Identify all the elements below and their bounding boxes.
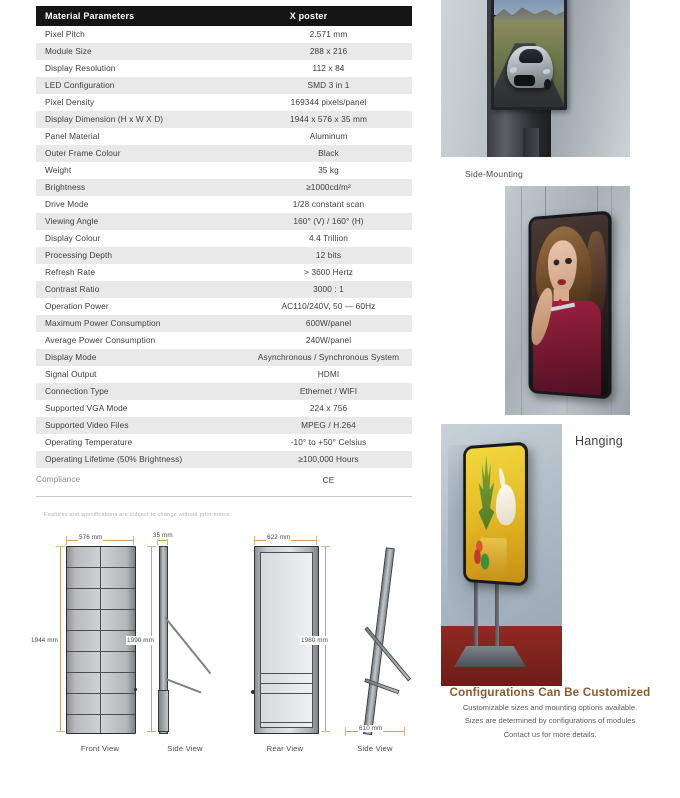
dim-rear-width: 622 mm (267, 534, 291, 541)
table-row (36, 451, 412, 468)
photo-side-mounting (441, 0, 630, 157)
caption-side-view-2: Side View (357, 744, 393, 753)
spec-parameter-value: 2.571 mm (245, 26, 412, 43)
dim-front-width: 576 mm (79, 534, 103, 541)
table-row (36, 281, 412, 298)
panel-grid-line (67, 714, 135, 715)
panel-grid-line (100, 547, 101, 733)
spec-parameter-name: Refresh Rate (36, 264, 245, 281)
dim-ext (66, 536, 67, 545)
panel-grid-line (67, 609, 135, 610)
dim-ext (321, 731, 330, 732)
spec-parameter-value: ≥100,000 Hours (245, 451, 412, 468)
led-poster-panel (529, 211, 612, 400)
car-headlight-right (543, 69, 551, 74)
compliance-row (36, 468, 412, 494)
table-row (36, 128, 412, 145)
spec-parameter-name: Viewing Angle (36, 213, 245, 230)
stand-base-plate (454, 646, 526, 667)
configuration-line-1: Customizable sizes and mounting options available. (462, 702, 638, 712)
photo-hanging (505, 186, 630, 415)
spec-parameter-value: Black (245, 145, 412, 162)
configuration-line-3: Contact us for more details. (503, 729, 597, 739)
spec-parameter-value: AC110/240V, 50 — 60Hz (245, 298, 412, 315)
spec-parameter-value: HDMI (245, 366, 412, 383)
table-row (36, 315, 412, 332)
table-header-value: X poster (245, 6, 412, 26)
spec-parameter-value: 1944 x 576 x 35 mm (245, 111, 412, 128)
spec-parameter-name: Pixel Pitch (36, 26, 245, 43)
caption-front-view: Front View (80, 744, 120, 753)
spec-parameter-name: Pixel Density (36, 94, 245, 111)
spec-parameter-name: Supported VGA Mode (36, 400, 245, 417)
support-strut-cross (165, 678, 201, 693)
table-row (36, 94, 412, 111)
table-header-row (36, 6, 412, 26)
caption-rear-view: Rear View (266, 744, 304, 753)
spec-parameter-name: Display Colour (36, 230, 245, 247)
spec-parameter-name: Panel Material (36, 128, 245, 145)
spec-parameter-name: Average Power Consumption (36, 332, 245, 349)
dim-line-front-height (60, 546, 61, 732)
rear-view-connector (251, 690, 255, 694)
table-row (36, 60, 412, 77)
spec-parameter-name: Display Mode (36, 349, 245, 366)
spec-parameter-value: 169344 pixels/panel (245, 94, 412, 111)
configuration-note (420, 686, 680, 740)
spec-parameter-name: Drive Mode (36, 196, 245, 213)
spec-parameter-value: Aluminum (245, 128, 412, 145)
table-footnote: Features and specifications are subject to change without prior notice. (44, 512, 232, 518)
configuration-line-2: Sizes are determined by configurations of modules (464, 716, 636, 725)
table-row (36, 196, 412, 213)
caption-side-mounting: Side-Mounting (465, 169, 524, 179)
table-row (36, 264, 412, 281)
bunny (496, 484, 517, 525)
table-row (36, 111, 412, 128)
support-strut (165, 617, 212, 674)
dim-ext (133, 536, 134, 545)
spec-parameter-value: 1/28 constant scan (245, 196, 412, 213)
spec-parameter-value: > 3600 Hertz (245, 264, 412, 281)
table-row (36, 230, 412, 247)
spec-parameter-name: Weight (36, 162, 245, 179)
rear-crossbar (261, 722, 312, 723)
table-row (36, 417, 412, 434)
compliance-label: Compliance (36, 468, 245, 494)
spec-parameter-name: Connection Type (36, 383, 245, 400)
dim-ext (56, 731, 65, 732)
spec-parameter-name: Display Dimension (H x W X D) (36, 111, 245, 128)
caption-hanging: Hanging (575, 434, 623, 448)
spec-parameter-value: 224 x 756 (245, 400, 412, 417)
spec-parameter-name: Signal Output (36, 366, 245, 383)
spec-parameter-name: Operating Temperature (36, 434, 245, 451)
panel-content-spring-scene (466, 445, 525, 583)
stand-leg-right (495, 576, 499, 650)
spec-parameter-name: Operating Lifetime (50% Brightness) (36, 451, 245, 468)
spec-parameter-value: 600W/panel (245, 315, 412, 332)
spec-parameter-value: ≥1000cd/m² (245, 179, 412, 196)
dim-side1-depth: 35 mm (153, 532, 173, 539)
sports-car (507, 46, 553, 88)
spec-parameter-value: 3000 : 1 (245, 281, 412, 298)
stand-leg-left (474, 576, 478, 650)
dim-ext (147, 731, 156, 732)
spec-parameter-value: 288 x 216 (245, 43, 412, 60)
spec-parameter-value: Asynchronous / Synchronous System (245, 349, 412, 366)
dim-front-height: 1944 mm (31, 637, 58, 644)
dim-side2-base: 610 mm (359, 725, 383, 732)
panel-content-fashion-model (531, 214, 608, 396)
rear-crossbar (261, 683, 312, 684)
table-row (36, 383, 412, 400)
panel-grid-line (67, 588, 135, 589)
panel-grid-line (67, 651, 135, 652)
led-poster-panel (491, 0, 567, 110)
dim-ext (147, 546, 156, 547)
spec-parameter-name: Contrast Ratio (36, 281, 245, 298)
spec-parameter-name: Module Size (36, 43, 245, 60)
dim-ext (316, 536, 317, 545)
dim-ext (254, 536, 255, 545)
car-grille (514, 75, 535, 86)
table-row (36, 332, 412, 349)
table-row (36, 213, 412, 230)
drawing-side-view-2 (330, 546, 410, 732)
tile-seam (521, 186, 522, 415)
photo-floor-standing (441, 424, 562, 686)
spec-parameter-value: 4.4 Trillion (245, 230, 412, 247)
model-eye-right (565, 258, 571, 264)
panel-grid-line (67, 672, 135, 673)
panel-grid-line (67, 567, 135, 568)
spec-parameter-value: SMD 3 in 1 (245, 77, 412, 94)
rear-crossbar (261, 693, 312, 694)
led-poster-panel (463, 441, 528, 586)
spec-parameter-name: LED Configuration (36, 77, 245, 94)
table-row (36, 162, 412, 179)
dim-ext (321, 546, 330, 547)
table-row (36, 400, 412, 417)
spec-parameter-value: 240W/panel (245, 332, 412, 349)
spec-parameter-name: Display Resolution (36, 60, 245, 77)
table-row (36, 77, 412, 94)
dim-ext (56, 546, 65, 547)
dim-ext (404, 727, 405, 736)
spec-parameter-value: -10° to +50° Celsius (245, 434, 412, 451)
table-row (36, 145, 412, 162)
spec-parameter-value: 112 x 84 (245, 60, 412, 77)
mounting-arm (523, 128, 539, 157)
table-header-parameter: Material Parameters (36, 6, 245, 26)
caption-side-view-1: Side View (167, 744, 203, 753)
panel-grid-line (67, 693, 135, 694)
table-row (36, 434, 412, 451)
table-row (36, 349, 412, 366)
table-row (36, 366, 412, 383)
dim-ext (345, 727, 346, 736)
table-row (36, 43, 412, 60)
table-row (36, 247, 412, 264)
configuration-title: Configurations Can Be Customized (449, 686, 651, 699)
model-lips (557, 279, 566, 285)
table-row (36, 179, 412, 196)
spec-parameter-value: 160° (V) / 160° (H) (245, 213, 412, 230)
spec-parameter-name: Supported Video Files (36, 417, 245, 434)
side-view-1-base-box (158, 690, 169, 732)
table-row (36, 298, 412, 315)
ce-mark-icon: CE (245, 468, 412, 494)
spec-parameter-value: MPEG / H.264 (245, 417, 412, 434)
spec-parameter-value: 12 bits (245, 247, 412, 264)
table-row (36, 26, 412, 43)
table-bottom-rule (36, 496, 412, 497)
dim-side2-height: 1980 mm (301, 637, 328, 644)
car-headlight-left (509, 67, 518, 73)
spec-parameter-name: Operation Power (36, 298, 245, 315)
spec-parameter-name: Outer Frame Colour (36, 145, 245, 162)
panel-grid-line (67, 630, 135, 631)
specifications-table (36, 6, 412, 494)
spec-parameter-value: 35 kg (245, 162, 412, 179)
spec-parameter-name: Maximum Power Consumption (36, 315, 245, 332)
panel-content-car-scene (494, 0, 564, 107)
spec-parameter-name: Brightness (36, 179, 245, 196)
spec-parameter-name: Processing Depth (36, 247, 245, 264)
rear-crossbar (261, 673, 312, 674)
grass-plant (475, 455, 498, 530)
front-view-connector (134, 688, 137, 691)
car-windshield (519, 49, 543, 63)
dim-side1-height: 1990 mm (127, 637, 154, 644)
spec-parameter-value: Ethernet / WIFI (245, 383, 412, 400)
